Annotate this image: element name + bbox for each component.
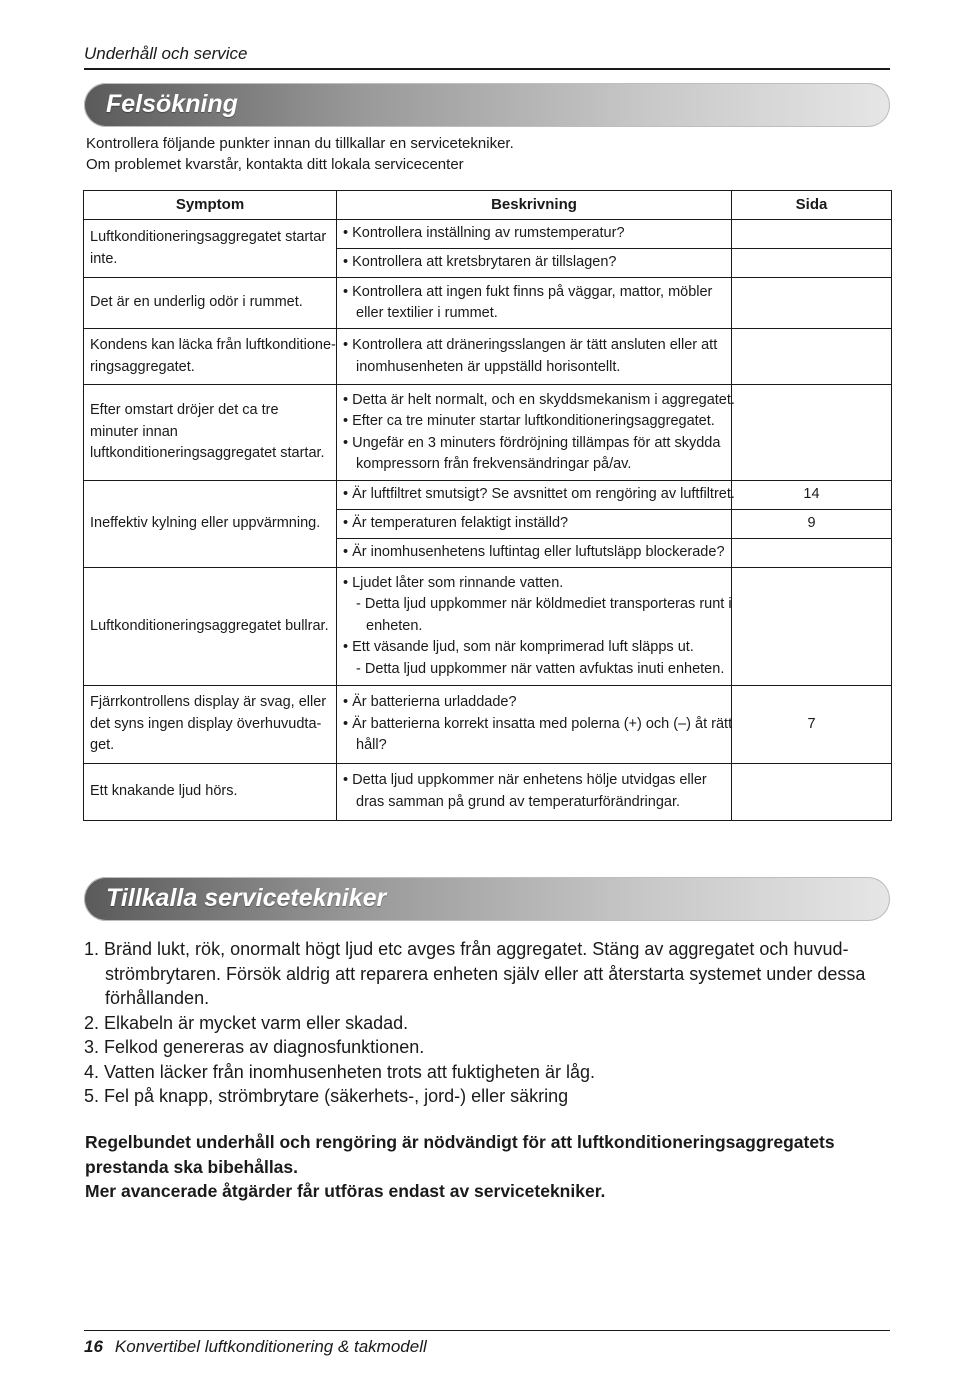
page-cell	[732, 278, 892, 329]
list-item	[84, 1011, 884, 1036]
description-line: • Kontrollera att ingen fukt finns på väggar, mattor, möbler	[343, 283, 713, 300]
section-title: Underhåll och service	[84, 44, 248, 63]
table-header-row	[84, 191, 892, 220]
symptom-cell: Efter omstart dröjer det ca tre minuter innan luftkonditioneringsaggregatet startar.	[84, 385, 337, 481]
table-row	[84, 220, 892, 249]
troubleshooting-table	[83, 190, 892, 821]
symptom-cell: Luftkonditioneringsaggregatet startar inte.	[84, 220, 337, 278]
service-title: Tillkalla servicetekniker	[106, 884, 387, 912]
list-item-line: 3. Felkod genereras av diagnosfunktionen.	[84, 1037, 425, 1057]
description-line: kompressorn från frekvensändringar på/av.	[356, 456, 632, 472]
symptom-cell: Det är en underlig odör i rummet.	[84, 278, 337, 329]
page-cell	[732, 329, 892, 385]
page-cell	[732, 249, 892, 278]
column-header-description: Beskrivning	[337, 191, 732, 220]
description-line: • Detta är helt normalt, och en skyddsmekanism i aggregatet.	[343, 391, 735, 408]
description-line: • Kontrollera inställning av rumstemperatur?	[343, 225, 625, 242]
page-cell	[732, 539, 892, 568]
description-cell	[337, 539, 732, 568]
table-row	[84, 278, 892, 329]
description-cell	[337, 763, 732, 820]
description-cell	[337, 510, 732, 539]
description-line: • Ett väsande ljud, som när komprimerad luft släpps ut.	[343, 639, 694, 656]
list-item-line: 1. Bränd lukt, rök, onormalt högt ljud etc avges från aggregatet. Stäng av aggregatet och huvud-	[84, 939, 849, 959]
description-line: • Är batterierna urladdade?	[343, 694, 517, 710]
footer-title: Konvertibel luftkonditionering & takmodell	[114, 1337, 427, 1356]
troubleshooting-title: Felsökning	[106, 90, 238, 118]
symptom-line: Fjärrkontrollens display är svag, eller	[90, 694, 327, 710]
note-line: Regelbundet underhåll och rengöring är nödvändigt för att luftkonditioneringsaggregatets	[85, 1132, 835, 1152]
column-header-page: Sida	[732, 191, 892, 220]
symptom-cell	[84, 686, 337, 764]
description-line: • Kontrollera att kretsbrytaren är tillslagen?	[343, 254, 617, 271]
list-item	[84, 1035, 884, 1060]
table-row	[84, 763, 892, 820]
table-row	[84, 481, 892, 510]
page-cell: 7	[732, 686, 892, 764]
description-cell	[337, 686, 732, 764]
description-cell	[337, 329, 732, 385]
description-line: • Är luftfiltret smutsigt? Se avsnittet om rengöring av luftfiltret.	[343, 486, 735, 503]
service-banner	[84, 877, 890, 921]
intro-line: Kontrollera följande punkter innan du tillkallar en servicetekniker.	[86, 135, 514, 152]
symptom-line: Kondens kan läcka från luftkonditione-	[90, 337, 336, 353]
description-line: håll?	[356, 737, 387, 753]
description-line: • Ljudet låter som rinnande vatten.	[343, 574, 564, 591]
description-line: • Är batterierna korrekt insatta med polerna (+) och (–) åt rätt	[343, 715, 733, 732]
list-item-line: strömbrytaren. Försök aldrig att reparera enheten själv eller att återstarta systemet under dessa	[105, 963, 866, 984]
page-cell	[732, 220, 892, 249]
description-line: inomhusenheten är uppställd horisontellt.	[356, 358, 621, 375]
description-cell	[337, 481, 735, 510]
description-line: • Detta ljud uppkommer när enhetens hölje utvidgas eller	[343, 772, 707, 788]
page-cell	[732, 385, 892, 481]
page-cell	[732, 763, 892, 820]
troubleshooting-intro	[86, 133, 514, 175]
troubleshooting-banner	[84, 83, 890, 127]
list-item-line: förhållanden.	[105, 988, 210, 1008]
symptom-cell: Ett knakande ljud hörs.	[84, 763, 337, 820]
list-item-line: 2. Elkabeln är mycket varm eller skadad.	[84, 1012, 409, 1033]
description-line: - Detta ljud uppkommer när köldmediet transporteras runt i	[356, 596, 732, 613]
table-row	[84, 686, 892, 764]
description-line: eller textilier i rummet.	[356, 305, 498, 321]
page-cell	[732, 568, 892, 686]
table-row	[84, 568, 892, 686]
page-footer	[84, 1330, 890, 1357]
description-cell	[337, 220, 732, 249]
intro-line: Om problemet kvarstår, kontakta ditt lokala servicecenter	[86, 156, 464, 173]
description-cell	[337, 385, 735, 481]
list-item-line: 5. Fel på knapp, strömbrytare (säkerhets-, jord-) eller säkring	[84, 1086, 569, 1106]
maintenance-note	[85, 1130, 885, 1204]
description-line: dras samman på grund av temperaturförändringar.	[356, 793, 681, 810]
description-line: • Kontrollera att dräneringsslangen är tätt ansluten eller att	[343, 337, 718, 353]
table-row	[84, 385, 892, 481]
list-item	[84, 937, 884, 1011]
page-cell: 9	[732, 510, 892, 539]
description-line: • Är temperaturen felaktigt inställd?	[343, 515, 569, 532]
page-cell: 14	[732, 481, 892, 510]
running-header	[84, 44, 890, 70]
description-cell	[337, 568, 732, 686]
description-line: • Efter ca tre minuter startar luftkonditioneringsaggregatet.	[343, 413, 715, 429]
description-line: • Ungefär en 3 minuters fördröjning tillämpas för att skydda	[343, 434, 721, 451]
symptom-line: get.	[90, 737, 115, 753]
symptom-cell	[84, 329, 337, 385]
description-line: - Detta ljud uppkommer när vatten avfuktas inuti enheten.	[356, 660, 725, 677]
service-list	[84, 937, 884, 1109]
description-cell	[337, 278, 732, 329]
table-row	[84, 329, 892, 385]
description-line: • Är inomhusenhetens luftintag eller luftutsläpp blockerade?	[343, 544, 725, 561]
list-item	[84, 1060, 884, 1085]
symptom-cell: Ineffektiv kylning eller uppvärmning.	[84, 481, 337, 568]
symptom-cell: Luftkonditioneringsaggregatet bullrar.	[84, 568, 337, 686]
column-header-symptom: Symptom	[84, 191, 337, 220]
note-line: Mer avancerade åtgärder får utföras endast av servicetekniker.	[85, 1181, 606, 1201]
description-cell	[337, 249, 732, 278]
symptom-line: ringsaggregatet.	[90, 358, 195, 375]
symptom-line: det syns ingen display överhuvudta-	[90, 715, 322, 732]
page-number: 16	[84, 1337, 103, 1356]
list-item	[84, 1084, 884, 1109]
note-line: prestanda ska bibehållas.	[85, 1156, 299, 1177]
list-item-line: 4. Vatten läcker från inomhusenheten trots att fuktigheten är låg.	[84, 1061, 595, 1082]
description-line: enheten.	[366, 617, 423, 634]
